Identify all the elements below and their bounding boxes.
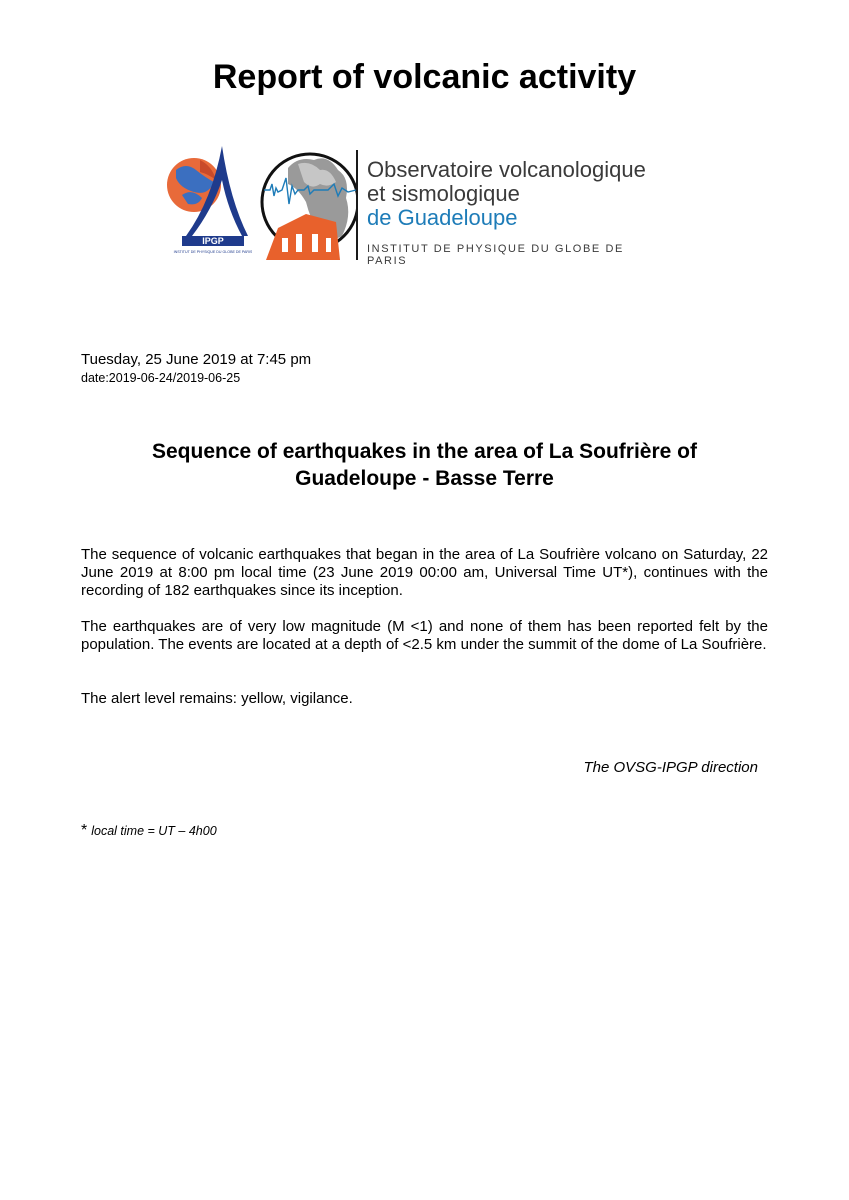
report-date-range: date:2019-06-24/2019-06-25 [81, 371, 241, 385]
paragraph-magnitude-depth: The earthquakes are of very low magnitude (M <1) and none of them has been reported felt by the population. The events are located at a depth of <2.5 km under the summit of the dome of La Soufrière. [81, 618, 768, 653]
observatory-line-1: Observatoire volcanologique [367, 157, 646, 182]
logo-banner [162, 140, 662, 270]
ipgp-logo [162, 140, 252, 270]
paragraph-alert-level: The alert level remains: yellow, vigilance. [81, 690, 353, 707]
ipgp-logo-subtext: INSTITUT DE PHYSIQUE DU GLOBE DE PARIS [173, 250, 252, 254]
signature: The OVSG-IPGP direction [583, 759, 758, 776]
footnote [81, 822, 217, 840]
svg-text:IPGP: IPGP [202, 236, 224, 246]
report-datetime: Tuesday, 25 June 2019 at 7:45 pm [81, 351, 312, 368]
observatory-building-icon [266, 214, 340, 260]
footnote-text: local time = UT – 4h00 [91, 824, 217, 838]
observatory-line-3: de Guadeloupe [367, 205, 518, 230]
document-title: Report of volcanic activity [212, 58, 637, 96]
observatory-name [367, 158, 646, 230]
observatory-line-2: et sismologique [367, 181, 520, 206]
institute-name: INSTITUT DE PHYSIQUE DU GLOBE DE PARIS [367, 243, 624, 267]
ovsg-emblem [258, 148, 358, 263]
footnote-marker: * [81, 822, 88, 839]
report-heading: Sequence of earthquakes in the area of La Soufrière of Guadeloupe - Basse Terre [152, 440, 697, 490]
logo-divider [356, 150, 358, 260]
paragraph-earthquake-sequence: The sequence of volcanic earthquakes that began in the area of La Soufrière volcano on Saturday, 22 June 2019 at 8:00 pm local time (23 June 2019 00:00 am, Universal Time UT*), continues with the recording of 182 earthquakes since its inception. [81, 546, 768, 599]
